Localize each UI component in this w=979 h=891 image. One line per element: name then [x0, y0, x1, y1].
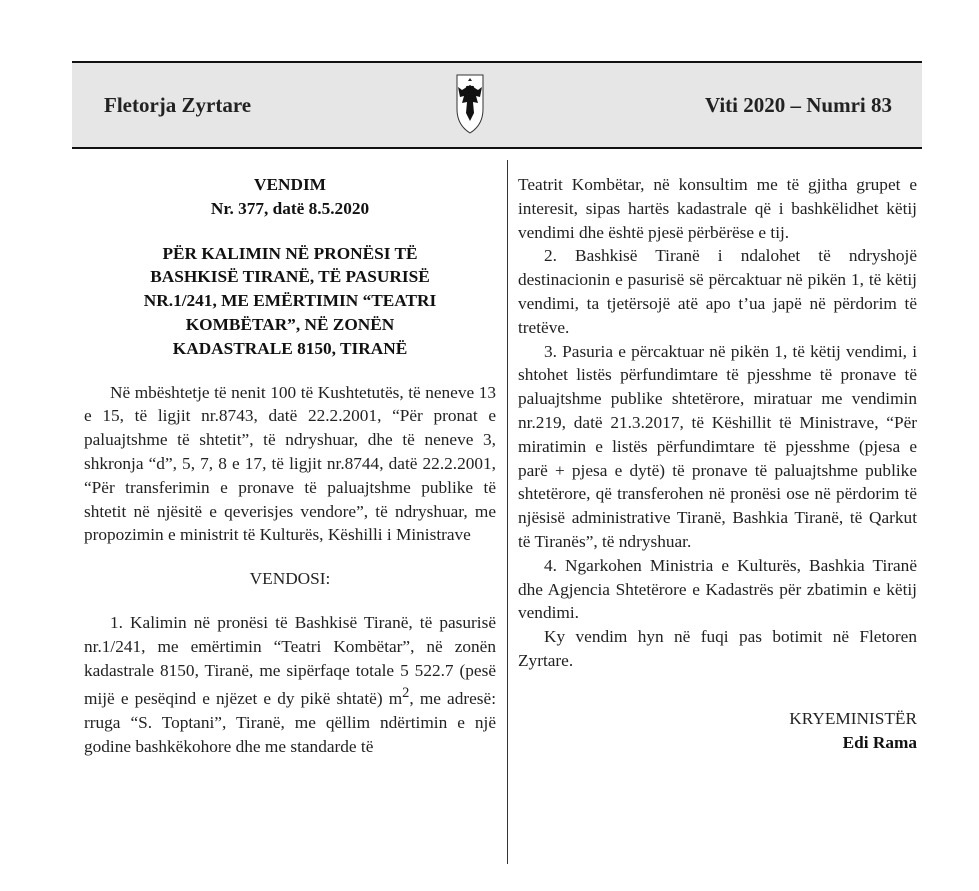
title-line: NR.1/241, ME EMËRTIMIN “TEATRI: [143, 291, 437, 311]
square-meter-superscript: 2: [402, 685, 410, 702]
point-1-text-cont: , me adresë: rruga “S. Toptani”, Tiranë, me qëllim ndërtimin e një godine bashkëkohore dhe me standarde të: [84, 689, 496, 756]
signatory-title: KRYEMINISTËR: [789, 708, 917, 728]
title-line: PËR KALIMIN NË PRONËSI TË: [162, 243, 418, 263]
point-3-paragraph: 3. Pasuria e përcaktuar në pikën 1, të këtij vendimi, i shtohet listës përfundimtare të pjesshme të pronave të paluajtshme publike shtetërore, miratuar me vendimin nr.219, datë 21.3.2017, të Këshillit të Ministrave, “Për miratimin e listës përfundimtare të pjesshme (pjesa e parë + pjesa e dytë) të pronave të paluajtshme publike shtetërore, që transferohen në pronësi ose në përdorim të njësisë administrative Tiranë, Bashkia Tiranë, të Qarkut të Tiranës”, të ndryshuar.: [518, 341, 917, 551]
preamble-paragraph: Në mbështetje të nenit 100 të Kushtetutës, të neneve 13 e 15, të ligjit nr.8743, datë 22.2.2001, “Për pronat e paluajtshme të shtetit”, të ndryshuar, dhe të neneve 3, shkronja “d”, 5, 7, 8 e 17, të ligjit nr.8744, datë 22.2.2001, “Për transferimin e pronave të paluajtshme publike të shtetit në njësitë e qeverisjes vendore”, të ndryshuar, me propozimin e ministrit të Kulturës, Këshilli i Ministrave: [84, 382, 496, 545]
point-1-text: 1. Kalimin në pronësi të Bashkisë Tiranë, të pasurisë nr.1/241, me emërtimin “Teatri Kombëtar”, në zonën kadastrale 8150, Tiranë, me sipërfaqe totale 5 522.7 (pesë mijë e pesëqind e njëzet e dy pikë shtatë) m: [84, 612, 496, 709]
gazette-name: Fletorja Zyrtare: [104, 93, 252, 117]
decision-heading: VENDIM: [253, 175, 326, 194]
column-divider: [507, 160, 508, 864]
albanian-eagle-emblem-icon: [455, 69, 485, 135]
point-1-paragraph: [84, 611, 496, 759]
left-column: [84, 173, 496, 759]
decides-label: VENDOSI:: [249, 569, 331, 589]
issue-number: Viti 2020 – Numri 83: [704, 93, 892, 117]
closing-paragraph: Ky vendim hyn në fuqi pas botimit në Fletoren Zyrtare.: [518, 627, 917, 670]
title-line: KADASTRALE 8150, TIRANË: [172, 338, 408, 358]
decision-title: [84, 242, 496, 361]
gazette-header: [72, 61, 922, 149]
signatory-name: Edi Rama: [842, 732, 917, 752]
right-column: [518, 173, 917, 754]
point-1-continued: Teatrit Kombëtar, në konsultim me të gjitha grupet e interesit, sipas hartës kadastrale që i bashkëlidhet këtij vendimi dhe është pjesë përbërëse e tij.: [518, 175, 917, 242]
point-4-paragraph: 4. Ngarkohen Ministria e Kulturës, Bashkia Tiranë dhe Agjencia Shtetërore e Kadastrës për zbatimin e këtij vendimi.: [518, 555, 917, 623]
point-2-paragraph: 2. Bashkisë Tiranë i ndalohet të ndryshojë destinacionin e pasurisë së përcaktuar në pikën 1, të këtij vendimi, ta tjetërsojë atë apo t’ua japë në përdorim të tretëve.: [518, 246, 917, 337]
decision-number-date: Nr. 377, datë 8.5.2020: [210, 198, 370, 218]
title-line: KOMBËTAR”, NË ZONËN: [185, 314, 395, 334]
title-line: BASHKISË TIRANË, TË PASURISË: [150, 267, 430, 287]
